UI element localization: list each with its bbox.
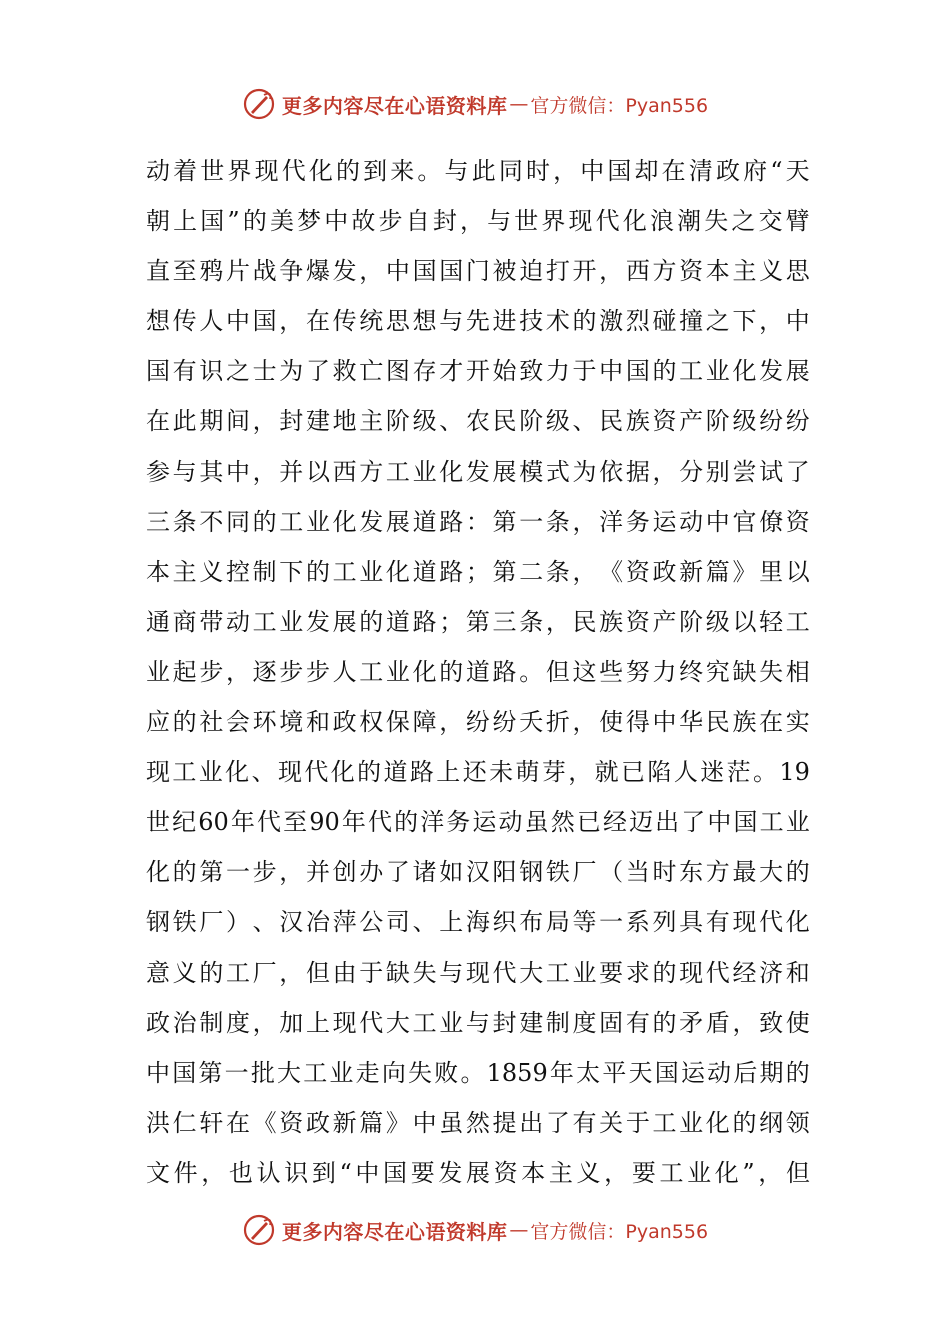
text-line: 国 有 识 之 士 为 了 救 亡 图 存 才 开 始 致 力 于 中 国 的 工 业 化 发 展 (146, 357, 810, 386)
text-line: 朝 上 国 ” 的 美 梦 中 故 步 自 封 ， 与 世 界 现 代 化 浪 潮 失 之 交 臂 (146, 207, 810, 236)
text-line: 现 工 业 化 、 现 代 化 的 道 路 上 还 未 萌 芽 ， 就 已 陷 人 迷 茫 。 19 (146, 758, 810, 787)
header-dash: — (509, 93, 529, 115)
text-line: 洪 仁 轩 在 《 资 政 新 篇 》 中 虽 然 提 出 了 有 关 于 工 业 化 的 纲 领 (146, 1108, 810, 1137)
text-line: 意 义 的 工 厂 ， 但 由 于 缺 失 与 现 代 大 工 业 要 求 的 现 代 经 济 和 (146, 958, 810, 987)
quill-logo-icon (242, 87, 276, 121)
text-line: 通 商 带 动 工 业 发 展 的 道 路 ； 第 三 条 ， 民 族 资 产 阶 级 以 轻 工 (146, 607, 810, 636)
text-line: 想 传 人 中 国 ， 在 传 统 思 想 与 先 进 技 术 的 激 烈 碰 撞 之 下 ， 中 (146, 307, 810, 336)
text-line: 三 条 不 同 的 工 业 化 发 展 道 路 ： 第 一 条 ， 洋 务 运 动 中 官 僚 资 (146, 507, 810, 536)
header-brand-text: 更多内容尽在心语资料库 (281, 93, 508, 118)
text-line: 业 起 步 ， 逐 步 步 人 工 业 化 的 道 路 。 但 这 些 努 力 终 究 缺 失 相 (146, 657, 810, 686)
body-paragraph (146, 146, 810, 1198)
footer-banner (0, 1210, 950, 1250)
text-line: 直 至 鸦 片 战 争 爆 发 ， 中 国 国 门 被 迫 打 开 ， 西 方 资 本 主 义 思 (146, 257, 810, 286)
footer-dash: — (509, 1219, 529, 1241)
header-banner (0, 84, 950, 124)
text-line: 文 件 ， 也 认 识 到 “ 中 国 要 发 展 资 本 主 义 ， 要 工 业 化 ” ， 但 (146, 1158, 810, 1187)
text-line: 世 纪 60 年 代 至 90 年 代 的 洋 务 运 动 虽 然 已 经 迈 出 了 中 国 工 业 (146, 808, 810, 837)
footer-contact-text: 官方微信：Pyan556 (530, 1220, 709, 1243)
text-line: 应 的 社 会 环 境 和 政 权 保 障 ， 纷 纷 夭 折 ， 使 得 中 华 民 族 在 实 (146, 708, 810, 737)
text-line: 参 与 其 中 ， 并 以 西 方 工 业 化 发 展 模 式 为 依 据 ， 分 别 尝 试 了 (146, 457, 810, 486)
text-line: 中 国 第 一 批 大 工 业 走 向 失 败 。 1859 年 太 平 天 国 运 动 后 期 的 (146, 1058, 810, 1087)
text-line: 本 主 义 控 制 下 的 工 业 化 道 路 ； 第 二 条 ， 《 资 政 新 篇 》 里 以 (146, 557, 810, 586)
text-line: 化 的 第 一 步 ， 并 创 办 了 诸 如 汉 阳 钢 铁 厂 （ 当 时 东 方 最 大 的 (146, 858, 810, 887)
text-line: 在 此 期 间 ， 封 建 地 主 阶 级 、 农 民 阶 级 、 民 族 资 产 阶 级 纷 纷 (146, 407, 810, 436)
header-contact-text: 官方微信：Pyan556 (530, 94, 709, 117)
footer-brand-text: 更多内容尽在心语资料库 (281, 1219, 508, 1244)
text-line: 政 治 制 度 ， 加 上 现 代 大 工 业 与 封 建 制 度 固 有 的 矛 盾 ， 致 使 (146, 1008, 810, 1037)
text-line: 动 着 世 界 现 代 化 的 到 来 。 与 此 同 时 ， 中 国 却 在 清 政 府 “ 天 (146, 157, 810, 185)
text-line: 钢 铁 厂 ） 、 汉 冶 萍 公 司 、 上 海 织 布 局 等 一 系 列 具 有 现 代 化 (146, 908, 810, 937)
quill-logo-icon (242, 1213, 276, 1247)
